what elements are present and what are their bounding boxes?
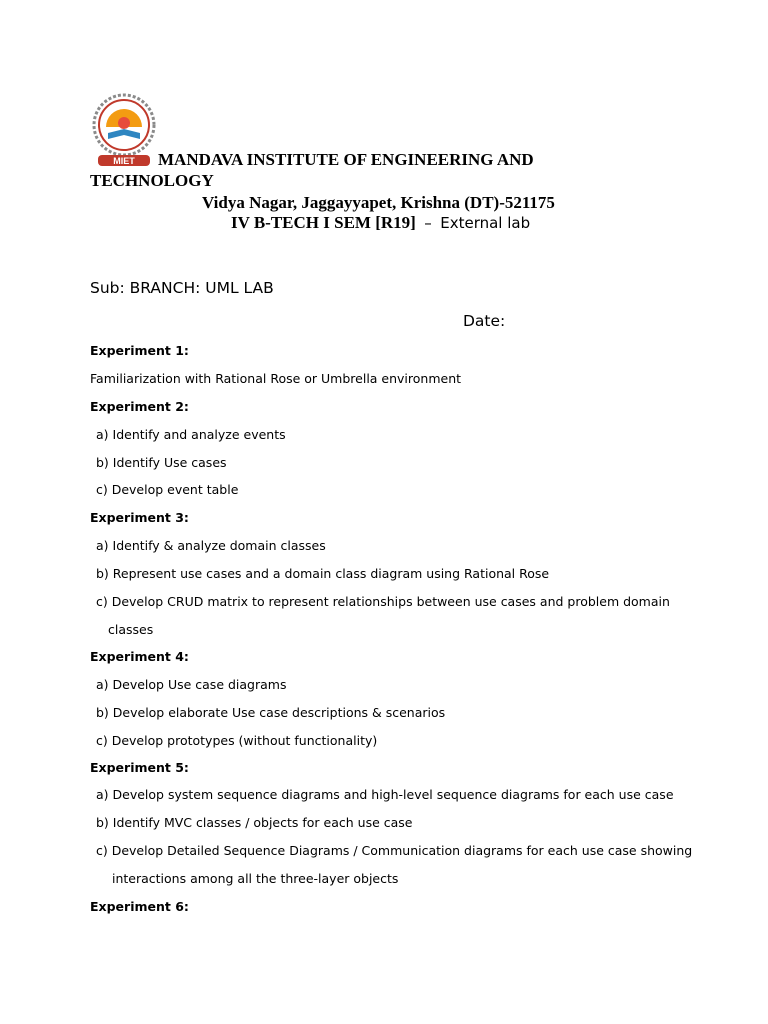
date-label: Date: xyxy=(463,312,506,330)
experiment-5-item-b: b) Identify MVC classes / objects for each use case xyxy=(96,815,413,830)
dash-separator: – xyxy=(424,214,432,232)
experiment-1-item-1: Familiarization with Rational Rose or Umbrella environment xyxy=(90,371,462,386)
experiment-2-item-c: c) Develop event table xyxy=(96,482,239,497)
experiment-4-item-a: a) Develop Use case diagrams xyxy=(96,677,287,692)
exam-type: External lab xyxy=(440,214,531,232)
experiment-3-item-c-cont: classes xyxy=(108,622,154,637)
semester-line xyxy=(231,213,530,233)
experiment-3-title: Experiment 3: xyxy=(90,510,189,525)
experiment-1-title: Experiment 1: xyxy=(90,343,189,358)
experiment-4-item-b: b) Develop elaborate Use case descriptions & scenarios xyxy=(96,705,446,720)
experiment-4-title: Experiment 4: xyxy=(90,649,189,664)
experiment-4-item-c: c) Develop prototypes (without functionality) xyxy=(96,733,378,748)
institute-address: Vidya Nagar, Jaggayyapet, Krishna (DT)-521175 xyxy=(202,193,555,212)
semester-text: IV B-TECH I SEM [R19] xyxy=(231,213,416,232)
experiment-2-title: Experiment 2: xyxy=(90,399,189,414)
experiment-2-item-b: b) Identify Use cases xyxy=(96,455,227,470)
institute-name-line1: MANDAVA INSTITUTE OF ENGINEERING AND xyxy=(158,150,534,169)
experiment-2-item-a: a) Identify and analyze events xyxy=(96,427,286,442)
experiment-6-title: Experiment 6: xyxy=(90,899,189,914)
experiment-5-title: Experiment 5: xyxy=(90,760,189,775)
experiment-5-item-c: c) Develop Detailed Sequence Diagrams / Communication diagrams for each use case showing xyxy=(96,843,693,858)
experiment-3-item-a: a) Identify & analyze domain classes xyxy=(96,538,326,553)
experiment-3-item-b: b) Represent use cases and a domain class diagram using Rational Rose xyxy=(96,566,550,581)
institute-logo xyxy=(90,93,158,167)
experiment-3-item-c: c) Develop CRUD matrix to represent relationships between use cases and problem domain xyxy=(96,594,670,609)
institute-name-line2: TECHNOLOGY xyxy=(90,171,214,190)
logo-text: MIET xyxy=(113,156,135,166)
experiment-5-item-c-cont: interactions among all the three-layer objects xyxy=(112,871,399,886)
experiment-5-item-a: a) Develop system sequence diagrams and high-level sequence diagrams for each use case xyxy=(96,787,674,802)
subject-line: Sub: BRANCH: UML LAB xyxy=(90,279,274,297)
